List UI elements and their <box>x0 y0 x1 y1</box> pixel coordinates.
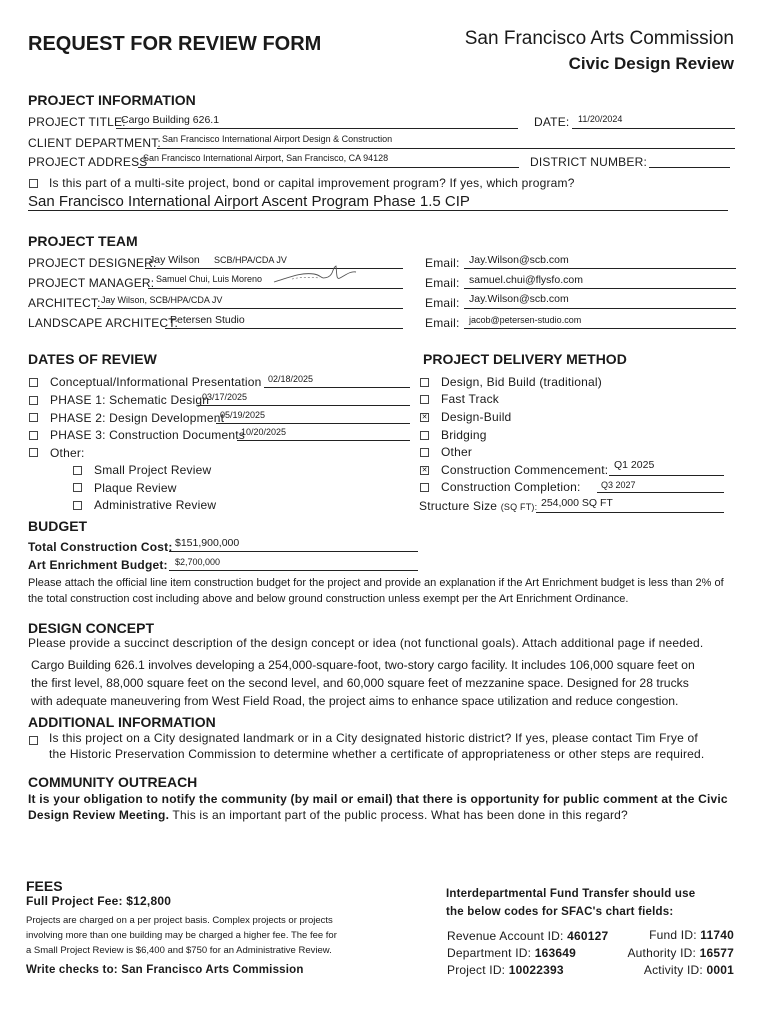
plaque-review-checkbox[interactable] <box>73 483 82 492</box>
outreach-line-1: It is your obligation to notify the community (by mail or email) that there is opportunity for public comment at the Civic <box>28 792 728 806</box>
conceptual-checkbox[interactable] <box>29 378 38 387</box>
fund-id-value: 11740 <box>700 928 734 942</box>
landscape-email-line <box>464 328 736 329</box>
project-team-heading: PROJECT TEAM <box>28 233 138 249</box>
bridging-checkbox[interactable] <box>420 431 429 440</box>
multisite-checkbox[interactable] <box>29 179 38 188</box>
delivery-method-heading: PROJECT DELIVERY METHOD <box>423 351 627 367</box>
fees-note-line-3: a Small Project Review is $6,400 and $750 for an Administrative Review. <box>26 945 332 956</box>
design-bid-build-checkbox[interactable] <box>420 378 429 387</box>
landmark-question-line-1: Is this project on a City designated landmark or in a City designated historic district? If yes, please contact Tim Frye of <box>49 731 698 745</box>
small-project-checkbox[interactable] <box>73 466 82 475</box>
landscape-architect-line <box>165 328 403 329</box>
date-field[interactable]: 11/20/2024 <box>578 114 623 124</box>
dates-of-review-heading: DATES OF REVIEW <box>28 351 157 367</box>
phase2-date-field[interactable]: 05/19/2025 <box>220 410 266 420</box>
phase3-label: PHASE 3: Construction Documents <box>50 428 245 442</box>
department-id <box>447 946 576 960</box>
date-label: DATE: <box>534 115 570 129</box>
form-title: REQUEST FOR REVIEW FORM <box>28 33 322 55</box>
activity-id-label: Activity ID: <box>643 963 707 977</box>
design-build-checkbox[interactable]: ✕ <box>421 414 428 421</box>
additional-information-heading: ADDITIONAL INFORMATION <box>28 714 216 730</box>
district-number-label: DISTRICT NUMBER: <box>530 155 647 169</box>
project-manager-field[interactable]: Samuel Chui, Luis Moreno <box>156 274 263 284</box>
structure-size-line <box>536 512 724 513</box>
fees-note-line-1: Projects are charged on a per project basis. Complex projects or projects <box>26 915 333 926</box>
phase1-checkbox[interactable] <box>29 396 38 405</box>
fund-transfer-line-2: the below codes for SFAC's chart fields: <box>446 906 674 918</box>
authority-id <box>627 946 734 960</box>
authority-id-label: Authority ID: <box>627 946 700 960</box>
signature-scribble <box>270 262 360 288</box>
commencement-line <box>609 475 724 476</box>
date-line <box>572 128 735 129</box>
other-review-checkbox[interactable] <box>29 448 38 457</box>
landmark-checkbox[interactable] <box>29 736 38 745</box>
architect-email-line <box>464 308 736 309</box>
client-department-field[interactable]: San Francisco International Airport Design & Construction <box>162 134 393 144</box>
client-department-line <box>157 148 735 149</box>
phase3-date-field[interactable]: 10/20/2025 <box>241 427 287 437</box>
fees-heading: FEES <box>26 878 63 894</box>
other-delivery-label: Other <box>441 445 473 459</box>
fast-track-checkbox[interactable] <box>420 395 429 404</box>
project-title-field[interactable]: Cargo Building 626.1 <box>121 114 220 126</box>
small-project-label: Small Project Review <box>94 463 212 477</box>
project-manager-line <box>148 288 403 289</box>
outreach-meeting-bold: Design Review Meeting. <box>28 808 170 822</box>
structure-size-label <box>419 499 537 513</box>
fund-id-label: Fund ID: <box>649 928 701 942</box>
completion-label: Construction Completion: <box>441 480 581 494</box>
manager-email-field[interactable]: samuel.chui@flysfo.com <box>469 274 583 286</box>
landscape-email-label: Email: <box>425 316 460 330</box>
phase2-line <box>216 423 410 424</box>
design-bid-build-label: Design, Bid Build (traditional) <box>441 375 602 389</box>
architect-field[interactable]: Jay Wilson, SCB/HPA/CDA JV <box>101 295 223 305</box>
project-designer-label: PROJECT DESIGNER: <box>28 256 157 270</box>
project-designer-field[interactable]: Jay Wilson <box>149 254 200 266</box>
landscape-architect-label: LANDSCAPE ARCHITECT: <box>28 316 179 330</box>
outreach-line-2-rest: This is an important part of the public process. What has been done in this regard? <box>169 808 628 822</box>
manager-email-line <box>464 288 736 289</box>
conceptual-line <box>264 387 410 388</box>
completion-checkbox[interactable] <box>420 483 429 492</box>
revenue-account-label: Revenue Account ID: <box>447 929 568 943</box>
project-id-label: Project ID: <box>447 963 509 977</box>
commencement-field[interactable]: Q1 2025 <box>614 459 655 471</box>
project-information-heading: PROJECT INFORMATION <box>28 92 196 108</box>
revenue-account-value: 460127 <box>567 929 609 943</box>
project-address-label: PROJECT ADDRESS <box>28 155 148 169</box>
plaque-review-label: Plaque Review <box>94 481 177 495</box>
client-department-label: CLIENT DEPARTMENT: <box>28 136 161 150</box>
department-id-value: 163649 <box>534 946 576 960</box>
design-concept-instruction: Please provide a succinct description of the design concept or idea (not functional goals). Attach additional page if needed. <box>28 636 704 650</box>
form-subtitle: Civic Design Review <box>568 54 734 73</box>
phase3-line <box>237 440 410 441</box>
project-designer-firm: SCB/HPA/CDA JV <box>214 255 287 265</box>
project-title-label: PROJECT TITLE: <box>28 115 126 129</box>
full-project-fee: Full Project Fee: $12,800 <box>26 894 172 908</box>
administrative-review-label: Administrative Review <box>94 498 217 512</box>
program-field[interactable]: San Francisco International Airport Ascent Program Phase 1.5 CIP <box>28 193 470 210</box>
design-concept-line-3[interactable]: with adequate maneuvering from West Field Road, the project aims to enhance space utilization and reduce congestion. <box>31 694 679 708</box>
activity-id <box>644 963 734 977</box>
district-number-field[interactable] <box>649 167 730 168</box>
architect-email-field[interactable]: Jay.Wilson@scb.com <box>469 293 569 305</box>
completion-line <box>597 492 724 493</box>
architect-label: ARCHITECT: <box>28 296 101 310</box>
conceptual-date-field[interactable]: 02/18/2025 <box>268 374 314 384</box>
conceptual-label: Conceptual/Informational Presentation <box>50 375 262 389</box>
phase1-date-field[interactable]: 03/17/2025 <box>202 392 248 402</box>
multisite-question: Is this part of a multi-site project, bond or capital improvement program? If yes, which program? <box>49 176 575 190</box>
fast-track-label: Fast Track <box>441 392 500 406</box>
bridging-label: Bridging <box>441 428 487 442</box>
design-concept-line-2[interactable]: the first level, 88,000 square feet on the second level, and 60,000 square feet of mezzanine space. Designed for 28 trucks <box>31 676 689 690</box>
manager-email-label: Email: <box>425 276 460 290</box>
art-enrichment-budget-field[interactable]: $2,700,000 <box>175 557 221 567</box>
design-concept-heading: DESIGN CONCEPT <box>28 620 155 636</box>
project-id <box>447 963 564 977</box>
activity-id-value: 0001 <box>706 963 734 977</box>
administrative-review-checkbox[interactable] <box>73 501 82 510</box>
project-id-value: 10022393 <box>508 963 564 977</box>
project-address-field[interactable]: San Francisco International Airport, San Francisco, CA 94128 <box>143 153 389 163</box>
structure-size-unit: (SQ FT): <box>500 502 538 512</box>
completion-field[interactable]: Q3 2027 <box>601 480 636 490</box>
fees-note-line-2: involving more than one building may be charged a higher fee. The fee for <box>26 930 337 941</box>
designer-email-field[interactable]: Jay.Wilson@scb.com <box>469 254 569 266</box>
budget-note: Please attach the official line item construction budget for the project and provide an explanation if the Art Enrichment budget is less than 2% of the total construction cost including above and below ground construction unless exempt per the Art Enrichment Ordinance. <box>28 577 724 605</box>
phase2-checkbox[interactable] <box>29 413 38 422</box>
org-name: San Francisco Arts Commission <box>464 28 734 49</box>
total-construction-cost-label: Total Construction Cost: <box>28 540 173 554</box>
write-checks-to: Write checks to: San Francisco Arts Commission <box>26 964 304 976</box>
revenue-account-id <box>447 929 608 943</box>
project-address-line <box>138 167 519 168</box>
design-concept-line-1[interactable]: Cargo Building 626.1 involves developing a 254,000-square-foot, two-story cargo facility. It includes 106,000 square feet on <box>31 658 695 672</box>
other-review-label: Other: <box>50 446 85 460</box>
fund-id <box>649 928 734 942</box>
landscape-email-field[interactable]: jacob@petersen-studio.com <box>469 315 582 325</box>
structure-size-text: Structure Size <box>419 499 498 513</box>
total-construction-cost-field[interactable]: $151,900,000 <box>175 537 240 549</box>
structure-size-field[interactable]: 254,000 SQ FT <box>541 497 613 509</box>
total-cost-line <box>169 551 418 552</box>
authority-id-value: 16577 <box>699 946 734 960</box>
outreach-line-2 <box>28 808 628 822</box>
program-line <box>28 210 728 211</box>
designer-email-line <box>464 268 736 269</box>
art-budget-line <box>169 570 418 571</box>
community-outreach-heading: COMMUNITY OUTREACH <box>28 774 198 790</box>
budget-heading: BUDGET <box>28 518 88 534</box>
phase1-label: PHASE 1: Schematic Design <box>50 393 210 407</box>
architect-email-label: Email: <box>425 296 460 310</box>
designer-email-label: Email: <box>425 256 460 270</box>
architect-line <box>97 308 403 309</box>
other-delivery-checkbox[interactable] <box>420 448 429 457</box>
commencement-checkbox[interactable]: ✕ <box>421 467 428 474</box>
landmark-question-line-2: the Historic Preservation Commission to determine whether a certificate of appropriateness or other steps are required. <box>49 747 705 761</box>
design-build-label: Design-Build <box>441 410 512 424</box>
project-manager-label: PROJECT MANAGER: <box>28 276 155 290</box>
commencement-label: Construction Commencement: <box>441 463 609 477</box>
phase2-label: PHASE 2: Design Development <box>50 411 225 425</box>
fund-transfer-line-1: Interdepartmental Fund Transfer should use <box>446 888 696 900</box>
department-id-label: Department ID: <box>447 946 535 960</box>
landscape-architect-field[interactable]: Petersen Studio <box>170 314 245 326</box>
phase3-checkbox[interactable] <box>29 431 38 440</box>
phase1-line <box>198 405 410 406</box>
project-title-line <box>116 128 518 129</box>
art-enrichment-budget-label: Art Enrichment Budget: <box>28 558 168 572</box>
